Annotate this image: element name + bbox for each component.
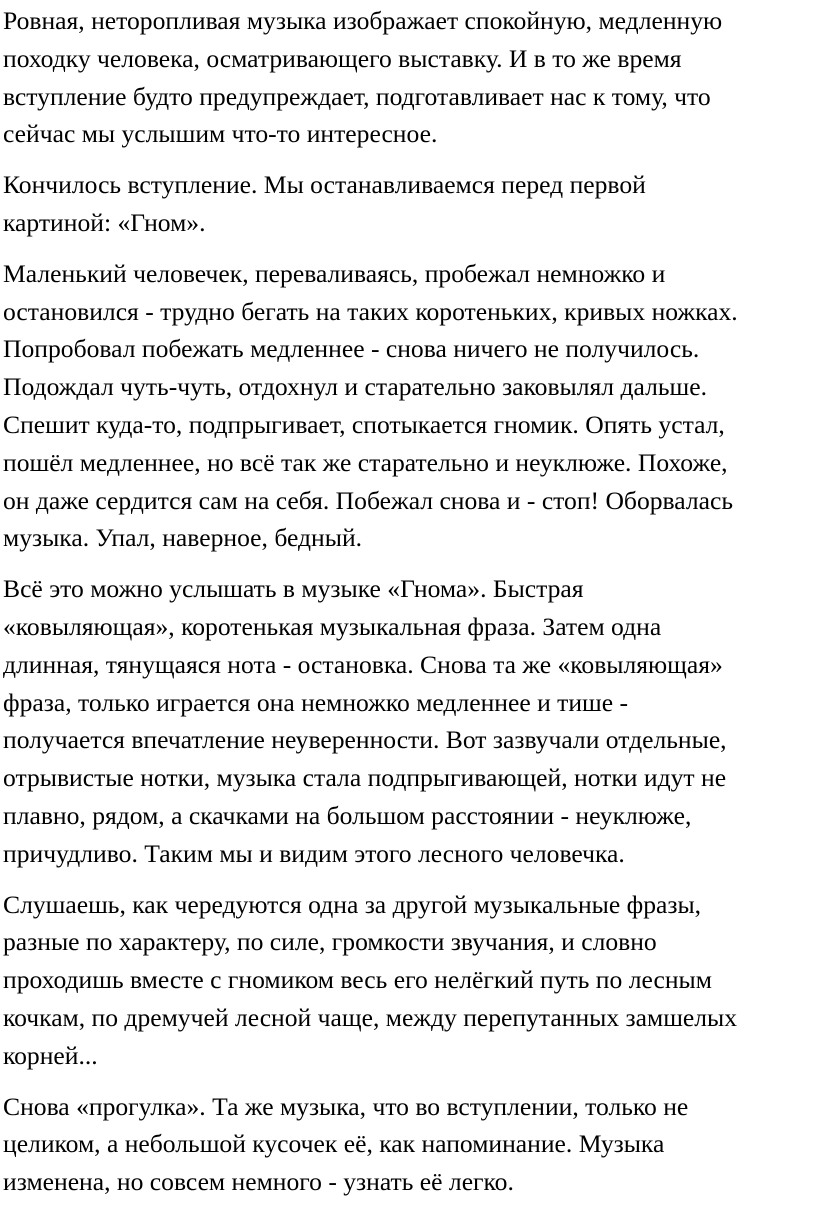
text-line: длинная, тянущаяся нота - остановка. Снова та же «ковыляющая» bbox=[3, 649, 723, 679]
text-line: он даже сердится сам на себя. Побежал снова и - стоп! Оборвалась bbox=[3, 485, 734, 515]
paragraph-6 bbox=[3, 1088, 812, 1201]
text-line: целиком, а небольшой кусочек её, как напоминание. Музыка bbox=[3, 1129, 665, 1159]
text-line: остановился - трудно бегать на таких коротеньких, кривых ножках. bbox=[3, 296, 738, 326]
text-line: «ковыляющая», коротенькая музыкальная фраза. Затем одна bbox=[3, 611, 662, 641]
paragraph-5 bbox=[3, 886, 812, 1075]
text-line: фраза, только играется она немножко медленнее и тише - bbox=[3, 687, 629, 717]
text-line: получается впечатление неуверенности. Вот зазвучали отдельные, bbox=[3, 725, 727, 755]
paragraph-3 bbox=[3, 255, 812, 557]
text-line: изменена, но совсем немного - узнать её легко. bbox=[3, 1167, 514, 1197]
text-line: вступление будто предупреждает, подготавливает нас к тому, что bbox=[3, 81, 711, 111]
text-line: пошёл медленнее, но всё так же старательно и неуклюже. Похоже, bbox=[3, 447, 728, 477]
text-line: проходишь вместе с гномиком весь его нелёгкий путь по лесным bbox=[3, 965, 712, 995]
text-line: походку человека, осматривающего выставку. И в то же время bbox=[3, 43, 682, 73]
text-line: кочкам, по дремучей лесной чаще, между перепутанных замшелых bbox=[3, 1002, 738, 1032]
text-line: Попробовал побежать медленнее - снова ничего не получилось. bbox=[3, 334, 700, 364]
text-line: Ровная, неторопливая музыка изображает спокойную, медленную bbox=[3, 6, 723, 35]
text-line: музыка. Упал, наверное, бедный. bbox=[3, 523, 363, 553]
text-line: отрывистые нотки, музыка стала подпрыгивающей, нотки идут не bbox=[3, 763, 727, 793]
text-line: Слушаешь, как чередуются одна за другой музыкальные фразы, bbox=[3, 889, 702, 919]
text-line: корней... bbox=[3, 1040, 98, 1070]
text-line: плавно, рядом, а скачками на большом расстоянии - неуклюже, bbox=[3, 800, 692, 830]
text-line: разные по характеру, по силе, громкости звучания, и словно bbox=[3, 927, 657, 957]
text-line: Спешит куда-то, подпрыгивает, спотыкается гномик. Опять устал, bbox=[3, 409, 725, 439]
text-line: Подождал чуть-чуть, отдохнул и старательно заковылял дальше. bbox=[3, 372, 707, 402]
text-line: Маленький человечек, переваливаясь, пробежал немножко и bbox=[3, 258, 666, 288]
text-line: Кончилось вступление. Мы останавливаемся перед первой bbox=[3, 170, 646, 200]
text-line: Всё это можно услышать в музыке «Гнома». Быстрая bbox=[3, 574, 584, 604]
paragraph-1 bbox=[3, 2, 812, 153]
paragraph-4 bbox=[3, 570, 812, 872]
text-line: причудливо. Таким мы и видим этого лесного человечка. bbox=[3, 838, 625, 868]
text-line: картиной: «Гном». bbox=[3, 207, 206, 237]
paragraph-2 bbox=[3, 166, 812, 242]
text-line: Снова «прогулка». Та же музыка, что во вступлении, только не bbox=[3, 1091, 689, 1121]
text-line: сейчас мы услышим что-то интересное. bbox=[3, 119, 438, 149]
